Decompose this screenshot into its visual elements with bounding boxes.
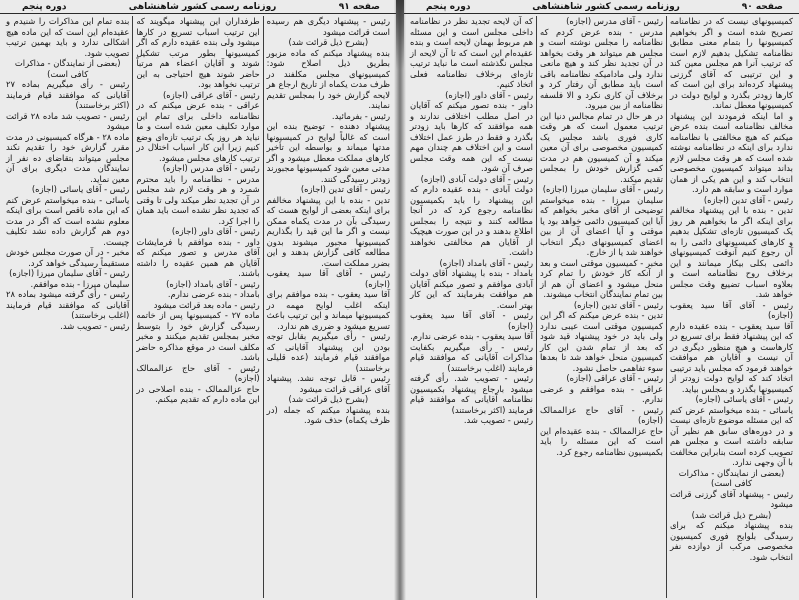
- text-column-left: [407, 16, 536, 598]
- speaker-line: رئیس - آقای آقا سید یعقوب (اجازه): [670, 299, 793, 320]
- speaker-line: رئیس - آقای داور (اجازه): [445, 89, 533, 100]
- speaker-line: رئیس - بفرمائید.: [331, 110, 390, 121]
- gazette-title: روزنامه رسمی کشور شاهنشاهی: [128, 1, 277, 12]
- page-number: صفحه ۹۰: [741, 1, 783, 12]
- speech-paragraph: تدین - بنده با این پیشنهاد مخالفم برای اینکه بعضی از لوایح هست که رسیدگی بآن در مدت یکماه ممکن نیست و اگر ما این قید را بگذاریم کمیسیونها مجبور میشوند بدون مطالعه کافی گزارش بدهند و این بضرر مملکت است.: [266, 194, 390, 268]
- article-text: ماده ۲۷ - کمیسیونها پس از خاتمه رسیدگی گزارش خود را بتوسط مخبر بمجلس تقدیم میکنند و مخبر مکلف است در موقع مذاکره حاضر باشد.: [136, 310, 260, 362]
- text-column-left: [3, 16, 132, 598]
- speech-paragraph: تدین - بنده عرض میکنم که اگر این کمیسیون موقتی است عیبی ندارد ولی باید در خود پیشنهاد قید شود که بعد از تمام شدن این کار کمیسیون منحل خواهد شد تا بعدها سوء تفاهمی حاصل نشود.: [540, 310, 663, 373]
- speech-paragraph: در هر حال در تمام مجالس دنیا این ترتیب معمول است که هر وقت کاری فوری باشد مجلس یک کمیسیون مخصوصی برای آن معین میکند و آن کمیسیون هم در مدت کمی گزارش خودش را بمجلس تقدیم میکند.: [540, 110, 663, 184]
- speech-paragraph: پیشنهاد دهنده - توضیح بنده این است که غالباً لوایح در کمیسیونها مدتها میماند و بواسطه این تأخیر کارهای مملکت معطل میشود و اگر مدتی معین شود کمیسیونها مجبورند زودتر رسیدگی کنند.: [266, 121, 390, 184]
- speech-paragraph: مخبر - در آن صورت مجلس خودش مستقیماً رسیدگی خواهد کرد.: [6, 247, 130, 268]
- speaker-line: رئیس - آقای یاسائی (اجازه): [695, 394, 793, 404]
- speech-paragraph: سلیمان میرزا - بنده میخواستم توضیحی از آقای مخبر بخواهم که آیا این کمیسیون دائمی خواهد بود یا موقتی و آیا اعضای آن از بین اعضای کمیسیونهای دیگر انتخاب خواهند شد یا از خارج.: [540, 194, 663, 257]
- speech-paragraph: داور - بنده تصور میکنم که آقایان در اصل مطلب اختلافی ندارند و همه موافقند که کارها باید زودتر بگذرد و فقط در طرز عمل اختلاف است و این اختلاف هم چندان مهم نیست که این همه وقت مجلس صرف آن شود.: [410, 100, 533, 173]
- binding-shadow: [396, 0, 404, 70]
- page-header: [404, 0, 799, 14]
- page-91: [0, 0, 396, 600]
- speech-paragraph: بامداد - بنده با پیشنهاد آقای دولت آبادی موافقم و تصور میکنم آقایان هم موافقت بفرمایند که این کار بهتر است.: [410, 268, 533, 310]
- speech-paragraph: مخبر - کمیسیون موقتی است و بعد از آنکه کار خودش را تمام کرد منحل میشود و اعضای آن هم از بین تمام نمایندگان انتخاب میشوند.: [540, 257, 663, 299]
- speech-paragraph: آقا سید یعقوب - بنده موافقم برای اینکه اغلب لوایح مهمه در کمیسیونها میماند و این ترتیب باعث تسریع میشود و ضرری هم ندارد.: [266, 289, 390, 331]
- speaker-line: رئیس - تصویب شد. رأی گرفته میشود بارجاع پیشنهاد بکمیسیون نظامنامه آقایانی که موافقند قیام فرمایند (اکثر برخاستند): [410, 373, 533, 415]
- speaker-line: رئیس - آقای سلیمان میرزا (اجازه): [542, 184, 663, 194]
- speaker-line: رئیس - رأی میگیریم بکفایت مذاکرات آقایانی که موافقند قیام فرمایند (اغلب برخاستند): [410, 341, 533, 373]
- column-group: [3, 16, 393, 598]
- speaker-line: رئیس - آقای مدرس (اجازه): [162, 163, 260, 173]
- speaker-line: رئیس - آقای سلیمان میرزا (اجازه): [9, 268, 130, 278]
- stage-direction: (بعضی از نمایندگان - مذاکرات کافی است): [14, 58, 121, 79]
- speech-paragraph: عراقی - بنده عرض میکنم که در نظامنامه داخلی برای تمام این موارد تکلیف معین شده است و ما نباید هر روز یک ترتیب تازه‌ای وضع کنیم زیرا این کار اسباب اختلال در ترتیب کارهای مجلس میشود.: [136, 100, 260, 163]
- stage-direction: (بشرح ذیل قرائت شد): [691, 509, 772, 520]
- stage-direction: (بشرح ذیل قرائت شد): [288, 394, 369, 404]
- speech-paragraph: یاسائی - بنده میخواستم عرض کنم که این مسئله موضوع تازه‌ای نیست و در دوره‌های سابق هم نظیر آن سابقه داشته است و مجلس هم تصویب کرده است بنابراین مخالفت با آن وجهی ندارد.: [670, 404, 793, 467]
- speaker-line: رئیس - تصویب شد.: [463, 415, 533, 425]
- column-group: [407, 16, 796, 598]
- speech-paragraph: عراقی - بنده موافقم و عرضی ندارم.: [540, 383, 663, 404]
- speech-paragraph: که آن لایحه تجدید نظر در نظامنامه داخلی مجلس است و این مسئله هم مربوط بهمان لایحه است و بنده عقیده‌ام این است که تا آن لایحه از مجلس نگذشته است ما نباید ترتیب تازه‌ای برخلاف نظامنامه فعلی اتخاذ کنیم.: [410, 16, 533, 89]
- speaker-line: رئیس - قابل توجه نشد. پیشنهاد آقای عراقی قرائت میشود: [266, 373, 390, 394]
- term-label: دوره پنجم: [22, 1, 67, 12]
- speech-paragraph: یاسائی - بنده میخواستم عرض کنم که این ماده ناقص است برای اینکه معلوم نشده است که اگر در مدت دوم هم گزارش داده نشد تکلیف چیست.: [6, 194, 130, 247]
- speech-paragraph: تدین - بنده با این پیشنهاد مخالفم برای اینکه اگر ما بخواهیم هر روز یک کمیسیون تازه‌ای تشکیل بدهیم و کارهای کمیسیونهای دائمی را به آن رجوع کنیم آنوقت کمیسیونهای دائمی بکلی بیکار میمانند و این برخلاف روح نظامنامه است و بعلاوه اسباب تضییع وقت مجلس خواهد شد.: [670, 205, 793, 299]
- text-column-middle: [536, 16, 666, 598]
- speaker-line: رئیس - آقای بامداد (اجازه): [166, 278, 260, 289]
- speaker-line: رئیس - رأی میگیریم بماده ۲۷ آقایانی که موافقند قیام فرمایند (اکثر برخاستند): [6, 79, 130, 110]
- speaker-line: رئیس - آقای حاج عزالممالک (اجازه): [136, 362, 260, 383]
- speaker-line: رئیس - تصویب شد ماده ۲۸ قرائت میشود: [6, 110, 130, 131]
- speech-paragraph: آقا سید یعقوب - بنده عقیده دارم که این پیشنهاد فقط برای تسریع در کارهاست و هیچ منظور دیگری در آن نیست و آقایان هم موافقت خواهند فرمود که مجلس باید ترتیبی اتخاذ کند که لوایح دولت زودتر از کمیسیونها بگذرد و بمجلس بیاید.: [670, 320, 793, 394]
- speaker-line: رئیس - آقای یاسائی (اجازه): [31, 184, 130, 194]
- page-number: صفحه ۹۱: [338, 1, 380, 12]
- term-label: دوره پنجم: [426, 1, 471, 12]
- speaker-line: رئیس - آقای بامداد (اجازه): [439, 257, 533, 268]
- speaker-line: رئیس - ماده بعد قرائت میشود: [153, 299, 260, 310]
- speech-paragraph: داور - بنده موافقم با فرمایشات آقای مدرس و تصور میکنم که آقایان هم همین عقیده را داشته باشند.: [136, 236, 260, 278]
- speech-paragraph: حاج عزالممالک - بنده عقیده‌ام این است که این مسئله را باید بکمیسیون نظامنامه رجوع کرد.: [540, 425, 663, 457]
- speaker-line: رئیس - آقای مدرس (اجازه): [566, 16, 663, 26]
- speaker-line: رئیس - رأی میگیریم بقابل توجه بودن این پیشنهاد آقایانی که موافقند قیام فرمایند (عده قلیلی برخاستند): [266, 331, 390, 373]
- speech-paragraph: کمیسیونهای نیست که در نظامنامه تصریح شده است و اگر بخواهیم کمیسیونها را بتمام معنی مطابق نظامنامه تشکیل بدهیم لازم است که ترتیب آنرا هم مجلس معین کند و این ترتیبی که آقای گرزنی پیشنهاد کرده‌اند برای این است که کارها زودتر بگذرد و لوایح دولت در کمیسیونها معطل نماند.: [670, 16, 793, 110]
- speaker-line: رئیس - آقای داور (اجازه): [171, 226, 260, 236]
- speech-paragraph: حاج عزالممالک - بنده اصلاحی در این ماده دارم که تقدیم میکنم.: [136, 383, 260, 404]
- speaker-line: رئیس - آقای آقا سید یعقوب (اجازه): [266, 268, 390, 289]
- speech-paragraph: مدرس - بنده عرض کردم که نظامنامه را مجلس نوشته است و مجلس هم میتواند هر وقت بخواهد در آن تجدید نظر کند و هیچ مانعی ندارد ولی مادامیکه نظامنامه باقی است باید مطابق آن رفتار کرد و برخلاف آن کاری نکرد و الا فلسفه نظامنامه از بین میرود.: [540, 26, 663, 110]
- proposal-text: بنده پیشنهاد میکنم که برای رسیدگی بلوایح فوری کمیسیون مخصوصی مرکب از دوازده نفر انتخاب شود.: [670, 520, 793, 562]
- speech-paragraph: آقا سید یعقوب - بنده عرضی ندارم.: [410, 331, 533, 341]
- proposal-text: بنده پیشنهاد میکنم که جمله (در ظرف یکماه) حذف شود.: [266, 404, 390, 425]
- stage-direction: (بعضی از نمایندگان - مذاکرات کافی است): [678, 467, 785, 488]
- speech-paragraph: و اما اینکه فرمودند این پیشنهاد مخالف نظامنامه است بنده عرض میکنم که هیچ مخالفتی با نظامنامه ندارد برای اینکه در نظامنامه نوشته شده است که هر وقت مجلس لازم بداند میتواند کمیسیون مخصوصی انتخاب کند و این هم یکی از همان موارد است و سابقه هم دارد.: [670, 110, 793, 194]
- speaker-line: رئیس - آقای حاج عزالممالک (اجازه): [540, 404, 663, 425]
- text-column-middle: [132, 16, 262, 598]
- speech-paragraph: مدرس - نظامنامه را باید محترم شمرد و هر وقت لازم شد مجلس در آن تجدید نظر میکند ولی تا وقتی که تجدید نظر نشده است باید همان را اجرا کرد.: [136, 173, 260, 226]
- text-column-right: [263, 16, 393, 598]
- proposal-text: بنده پیشنهاد میکنم که ماده مزبور بطریق ذیل اصلاح شود: کمیسیونهای مجلس مکلفند در ظرف مدت یکماه از تاریخ ارجاع هر لایحه گزارش خود را بمجلس تقدیم نمایند.: [266, 47, 390, 110]
- speech-paragraph: طرفداران این پیشنهاد میگویند که این ترتیب اسباب تسریع در کارها میشود ولی بنده عقیده دارم که اگر کمیسیونها بطور مرتب تشکیل شوند و آقایان اعضاء هم مرتباً حاضر شوند هیچ احتیاجی به این ترتیب نخواهد بود.: [136, 16, 260, 89]
- speaker-line: رئیس - آقای دولت آبادی (اجازه): [420, 173, 533, 184]
- article-text: ماده ۲۸ - هرگاه کمیسیونی در مدت مقرر گزارش خود را تقدیم نکند مجلس میتواند بتقاضای ده نفر از نمایندگان مدت دیگری برای آن معین نماید.: [6, 131, 130, 184]
- speaker-line: رئیس - آقای آقا سید یعقوب (اجازه): [410, 310, 533, 331]
- speaker-line: رئیس - آقای تدین (اجازه): [573, 299, 663, 310]
- text-column-right: [666, 16, 796, 598]
- page-90: [404, 0, 799, 600]
- speaker-line: رئیس - پیشنهاد دیگری هم رسیده است قرائت میشود: [266, 16, 390, 37]
- speaker-line: رئیس - تصویب شد.: [60, 320, 130, 331]
- speaker-line: رئیس - آقای تدین (اجازه): [300, 184, 390, 194]
- speech-paragraph: بنده تمام این مذاکرات را شنیدم و عقیده‌ام این است که این ماده هیچ اشکالی ندارد و باید بهمین ترتیب تصویب شود.: [6, 16, 130, 58]
- speaker-line: رئیس - پیشنهاد آقای گرزنی قرائت میشود: [670, 488, 793, 509]
- speaker-line: رئیس - آقای تدین (اجازه): [703, 194, 793, 205]
- speaker-line: رئیس - آقای عراقی (اجازه): [566, 373, 663, 383]
- speech-paragraph: سلیمان میرزا - بنده موافقم.: [30, 278, 130, 289]
- gazette-title: روزنامه رسمی کشور شاهنشاهی: [532, 1, 680, 12]
- speech-paragraph: بامداد - بنده عرضی ندارم.: [167, 289, 260, 299]
- stage-direction: (بشرح ذیل قرائت شد): [288, 37, 369, 47]
- speech-paragraph: دولت آبادی - بنده عقیده دارم که این پیشنهاد را باید بکمیسیون نظامنامه رجوع کرد که در آنجا مطالعه کنند و نتیجه را بمجلس اطلاع بدهند و در این صورت هیچیک از آقایان هم مخالفتی نخواهند داشت.: [410, 184, 533, 257]
- page-header: [0, 0, 396, 14]
- speaker-line: رئیس - رأی گرفته میشود بماده ۲۸ آقایانی که موافقند قیام فرمایند (اغلب برخاستند): [6, 289, 130, 320]
- speaker-line: رئیس - آقای عراقی (اجازه): [163, 89, 260, 100]
